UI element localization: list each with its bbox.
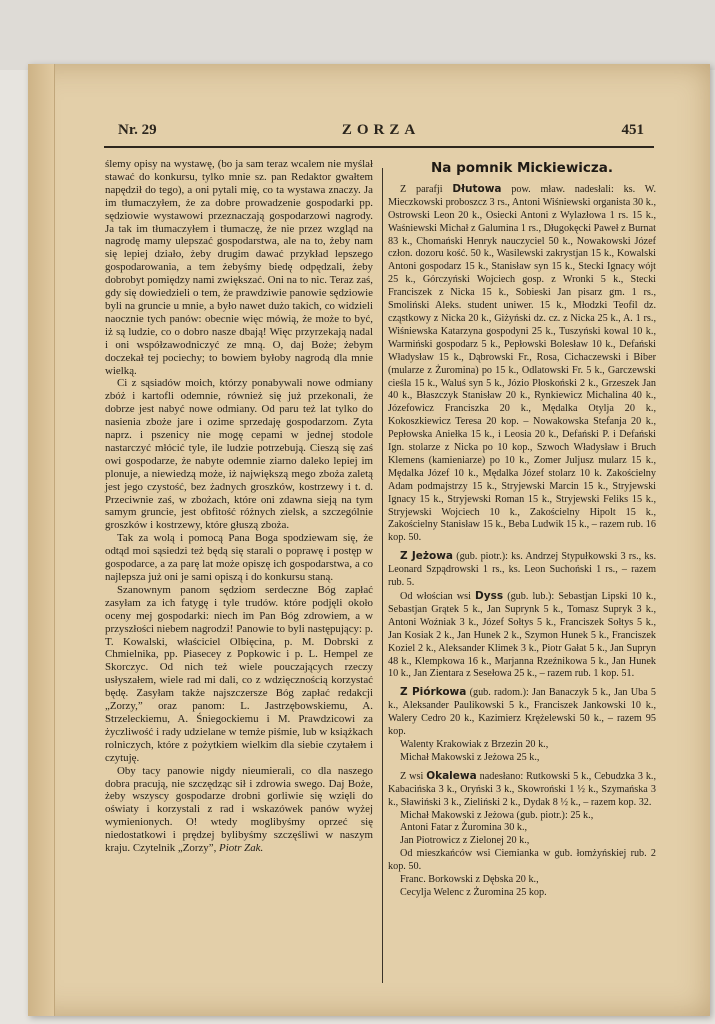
article-paragraph: Szanownym panom sędziom serdeczne Bóg zapłać zasyłam za ich fatygę i tyle trudów. które podjęli około oceny mej gospodarki: niech im Pan Bóg zdrowiem, a w przyszłości niebem nagrodzi! Panowie to byli następujący: p. T. Kowalski, właściciel Olbięcina, p. M. Dobrski z Chmielnika, pp. Piasecey z Popkowic i p. L. Hempel ze Skorczyc. Od nich też wiele pouczających rzeczy usłyszałem, wiele rad mi dali, co z wdzięcznością korzystać będę. Zasyłam także najszczersze Bóg zapłać redakcji „Zorzy,” oraz panom: L. Jastrzębowskiemu, A. Strzeleckiemu, A. Śniegockiemu i M. Prawdzicowi za życzliwość i rady udzielane w temże piśmie, lub w książkach rolniczych, które z pożytkiem wielkim dla siebie czytałem i czytuję. xyxy=(105,583,373,764)
section-text: pow. mław. nadesłali: ks. W. Mieczkowski proboszcz 3 rs., Antoni Wiśniewski organista 30 k., Ostrowski Leon 20 k., Osiecki Antoni z Wylazłowa 1 rs. 15 k., Waśniewski Michał z Galumina 1 rs., Długokęcki Paweł z Burnat 83 k., Chomański Henryk nauczyciel 50 k., Nowakowski Józef człon. dozoru kość. 50 k., Wasilewski zakrystjan 15 k., Kowalski Antoni gospodarz 15 k., Stanisław syn 15 k., Stecki Ignacy wójt 25 k., Górczyński Wojciech gosp. z Wronki 5 k., Stecki Franciszek z Nicka 15 k., Sobieski Jan pisarz gm. 1 rs., Smoliński Aleks. student uniwer. 15 k., Młodzki Teofil dz. cząstkowy z Nicka 20 k., Giżyński dz. cz. z Nicka 25 k., A. 1 rs., Wiśniewska Katarzyna gospodyni 25 k., Tuszyński kowal 10 k., Warmiński gospodarz 5 k., Pepłowski Bolesław 10 k., Defański Władysław 15 k., Dąbrowski Fr., Rosa, Cichaczewski i Biber (mularze z Żuromina) po 15 k., Odlatowski Fr. 5 k., Garczewski cieśla 15 k., Waluś syn 5 k., Józio Płoskoński 2 k., Grzeszek Jan 40 k., Błaszczyk Stanisław 20 k., Rynkiewicz Michalina 40 k., Józefowicz Franciszka 20 k., Mędalka Otylja 20 k., Kokoszkiewicz Teresa 20 kop. – Nowakowska Stefanja 20 k., Pepłowska Aniełka 15 k., i Leosia 20 k., Defański P. i Defański Ign. stolarze z Nicka po 10 kop., Szwoch Władysław i Bruch Klemens (kamieniarze) po 10 k., Zomer Juljusz mularz 15 k., Mędalka Józef 10 k., Mędalka Józef stolarz 10 k. Zakościelny Adam podmajstrzy 15 k., Stryjewski Marcin 15 k., Stryjewski Ignacy 15 k., Stryjewski Roman 15 k., Stryjewski Feliks 15 k., Stryjewski Wojciech 10 k., Zakościelny Hipolt 15 k., Zakościelny Stanisław 15 k., Beba Ludwik 15 k., – razem rub. 16 kop. 50. xyxy=(388,183,657,544)
page-binding-edge xyxy=(28,64,55,1016)
donation-section xyxy=(388,550,656,590)
donations-headline: Na pomnik Mickiewicza. xyxy=(430,160,614,176)
article-paragraph: Tak za wolą i pomocą Pana Boga spodziewam się, że odtąd moi sąsiedzi też będą się starali o poprawę i postęp w gospodarce, a za parę lat może opiszę ich gospodarstwa, a co najlepsza już oni je sami opiszą i do konkursu staną. xyxy=(105,532,373,583)
donation-line: Jan Piotrowicz z Zielonej 20 k., xyxy=(400,835,530,847)
donation-line: Michał Makowski z Jeżowa 25 k., xyxy=(400,751,540,763)
section-place: Okalewa xyxy=(426,769,477,782)
donation-section xyxy=(388,183,656,545)
issue-number: Nr. 29 xyxy=(118,122,157,138)
section-place: Dłutowa xyxy=(452,182,502,195)
section-text: (gub. radom.): Jan Banaczyk 5 k., Jan Uba 5 k., Aleksander Paulikowski 5 k., Franciszek Jankowski 10 k., Walery Cedro 20 k., Kazimierz Krężelewski 50 k., – razem 95 kop. xyxy=(388,687,657,738)
article-paragraph xyxy=(105,765,373,855)
scan-background xyxy=(0,0,715,70)
section-lead: Od włościan wsi xyxy=(400,591,471,602)
donation-section xyxy=(388,590,656,681)
column-divider xyxy=(382,168,383,983)
section-place: Z Jeżowa xyxy=(400,550,454,563)
article-paragraph: ślemy opisy na wystawę, (bo ja sam teraz wcalem nie myślał stawać do konkursu, tylko mnie sz. pan Redaktor gwałtem napędził do tego), a oni pytali mię, co ta wystawa znaczy. Ja im tłumaczyłem, że za dobre prowadzenie gospodarki pp. sędziowie wystawowi przeznaczają gospodarzowi nagrody. Ja tak im tłumaczyłem i tłumaczę, że nie przez wzgląd na nagrodę mamy ulepszać gospodarstwa, ale na to, żeby nam się lepiej działo, żeby drugim dawać przykład lepszego gospodarowania, a tem żebyśmy biedę odpędzali, żeby dobrobyt pomiędzy nami zwiększać. Oni na to nic. Teraz zaś, gdy się dowiedzieli o tem, że prawdziwie panowie sędziowie byli na gruncie u mnie, a było nawet dużo takich, co widzieli naocznie tych panów: obecnie więc mówią, że może to być, iż są ludzie, co o dobro nasze dbają! Więc przyrzekają nadal i oni współzawodniczyć ze mną. O, daj Boże; żebym doczekał tej pociechy; to bowiem byłoby nagrodą dla mnie wielką. xyxy=(105,158,373,377)
donation-line: Michał Makowski z Jeżowa (gub. piotr.): 25 k., xyxy=(400,809,594,821)
section-text: nadesłano: Rutkowski 5 k., Cebudzka 3 k., Kabacińska 3 k., Oryński 3 k., Skowroński 1 ½ k., Szymańska 3 k., Sławiński 3 k., Zieliński 2 k., Dydak 8 ½ k., – razem kop. 32. xyxy=(388,770,657,808)
journal-title: ZORZA xyxy=(341,122,421,138)
donation-line: Walenty Krakowiak z Brzezin 20 k., xyxy=(400,738,549,750)
donation-section xyxy=(388,686,656,739)
donation-line: Franc. Borkowski z Dębska 20 k., xyxy=(400,874,539,886)
section-place: Z Piórkowa xyxy=(400,686,467,699)
left-column xyxy=(105,158,373,855)
page-number: 451 xyxy=(621,122,644,138)
donation-section xyxy=(388,770,656,810)
section-lead: Z wsi xyxy=(400,770,424,782)
header-rule xyxy=(104,146,654,148)
donation-line: Cecylja Welenc z Żuromina 25 kop. xyxy=(400,886,547,898)
signature-name: Piotr Zak. xyxy=(219,842,264,855)
page-header xyxy=(118,122,644,144)
section-lead: Z parafji xyxy=(400,183,443,195)
section-text: (gub. lub.): Sebastjan Lipski 10 k., Sebastjan Grątek 5 k., Jan Suprynk 5 k., Tomasz Supryk 3 k., Antoni Woźniak 3 k., Józef Sołtys 5 k., Franciszek Sołtys 5 k., Jan Kosiak 2 k., Jan Hunek 2 k., Szymon Hunek 5 k., Franciszek Koziel 2 k., Aleksander Klimek 3 k., Piotr Gałat 5 k., Jan Supryn 48 k., Klempkowa 16 k., Marjanna Rzeźnikowa 5 k., Jan Hunek 10 k., Jan Zientara z Sesełowa 25 k., – razem rub. 1 kop. 51. xyxy=(388,591,657,680)
section-place: Dyss xyxy=(475,590,504,602)
donation-line: Antoni Fatar z Żuromina 30 k., xyxy=(400,822,528,834)
article-paragraph: Ci z sąsiadów moich, którzy ponabywali nowe odmiany zbóż i kartofli odemnie, również się już przekonali, że dobrze jest nabyć nowe odmiany. Od paru też lat tylko do nasienia zboże jare i ozime sprzedaję gospodarzom. Zyta naprz. i pszenicy nie mogę cepami w jednej stodole nastarczyć młócić tyle, ile ludzie potrzebują. Cieszą się zaś owi gospodarze, że nabyte odemnie ziarno daleko lepiej im plonuje, a niewiedzą może, iż największą mego zboża zaletą jest jego czystość, bez żadnych groszków, kostrzewy i t. d. Przeciwnie zaś, w zbożach, które oni zdawna sieją na tym samym gruncie, jest obfitość różnych zielsk, a szczególnie groszków i kostrzewy, które głuszą zboża. xyxy=(105,377,373,532)
right-column xyxy=(388,162,656,900)
section-text: (gub. piotr.): ks. Andrzej Stypułkowski 3 rs., ks. Leonard Szpądrowski 1 rs., ks. Leon Suchoński 1 rs., – razem rub. 5. xyxy=(388,551,656,589)
donation-line: Od mieszkańców wsi Ciemianka w gub. łomżyńskiej rub. 2 kop. 50. xyxy=(388,848,656,873)
article-closing-text: Oby tacy panowie nigdy nieumierali, co dla naszego dobra pracują, nie szczędząc sił i zdrowia swego. Daj Boże, żeby wszyscy gospodarze drobni gorliwie się wzięli do oświaty i korzystali z rad i wskazówek panów wyżej wymienionych. O! wtedy moglibyśmy oprzeć się niedostatkowi i prędzej bylibyśmy szczęśliwi w naszym kraju. xyxy=(105,764,373,855)
signature-prefix: Czytelnik „Zorzy”, xyxy=(132,842,217,855)
